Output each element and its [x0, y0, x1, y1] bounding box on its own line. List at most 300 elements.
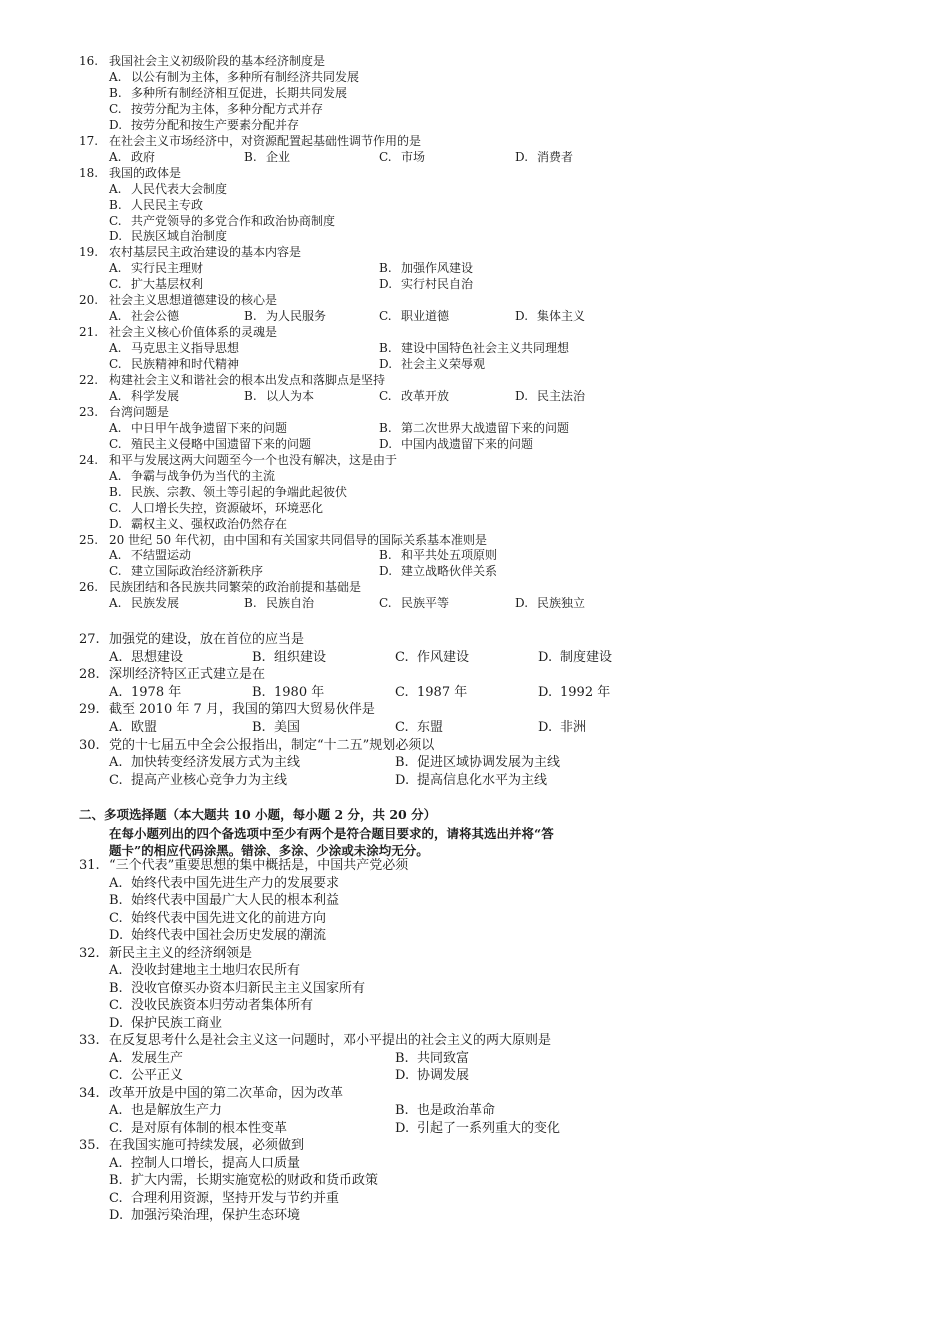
- option-text: 也是政治革命: [417, 1103, 496, 1118]
- option-text: 协调发展: [417, 1068, 470, 1083]
- option-text: 是对原有体制的根本性变革: [131, 1120, 288, 1136]
- option-d: [395, 1068, 469, 1083]
- question-28: [79, 667, 265, 682]
- option-key: C.: [109, 436, 122, 451]
- option-key: A.: [109, 1103, 123, 1118]
- option-text: 也是解放生产力: [131, 1103, 223, 1118]
- option-a: [109, 70, 359, 85]
- option-a: [109, 261, 203, 276]
- option-text: 思想建设: [131, 649, 184, 665]
- question-27: [79, 632, 304, 647]
- option-d: [109, 229, 227, 244]
- option-key: A.: [109, 420, 122, 435]
- option-a: [109, 182, 227, 197]
- option-a: [109, 309, 179, 324]
- option-c: [379, 389, 449, 404]
- option-c: [109, 437, 311, 452]
- option-a: [109, 963, 300, 978]
- question-26: [79, 580, 361, 595]
- option-text: 1987 年: [417, 684, 468, 700]
- option-key: C.: [379, 388, 392, 403]
- option-key: C.: [395, 649, 409, 665]
- option-a: [109, 150, 155, 165]
- option-b: [395, 755, 560, 770]
- option-text: 第二次世界大战遗留下来的问题: [401, 420, 570, 435]
- option-c: [395, 650, 469, 665]
- option-c: [109, 102, 323, 117]
- option-text: 保护民族工商业: [131, 1015, 223, 1031]
- option-key: C.: [109, 910, 123, 926]
- option-key: A.: [109, 341, 122, 356]
- option-key: C.: [109, 998, 123, 1013]
- question-number: 27.: [79, 632, 100, 647]
- question-24: [79, 453, 397, 468]
- option-b: [109, 981, 365, 996]
- question-stem: 新民主主义的经济纲领是: [109, 945, 253, 961]
- option-text: 共同致富: [417, 1050, 470, 1066]
- option-d: [538, 650, 612, 665]
- option-text: 民族独立: [537, 596, 586, 611]
- question-number: 35.: [79, 1138, 100, 1153]
- option-text: 人民民主专政: [131, 197, 204, 212]
- option-text: 没收封建地主土地归农民所有: [131, 963, 301, 978]
- option-b: [244, 596, 314, 611]
- option-key: C.: [109, 1190, 123, 1206]
- option-c: [395, 685, 467, 700]
- question-stem: 在社会主义市场经济中，对资源配置起基础性调节作用的是: [109, 133, 422, 148]
- option-key: B.: [109, 85, 122, 100]
- question-35: [79, 1138, 304, 1153]
- option-a: [109, 755, 300, 770]
- option-c: [109, 998, 313, 1013]
- option-key: B.: [252, 720, 266, 735]
- option-text: 提高信息化水平为主线: [417, 772, 548, 788]
- option-text: 政府: [131, 149, 156, 164]
- option-text: 中日甲午战争遗留下来的问题: [131, 420, 288, 435]
- option-key: B.: [379, 548, 392, 563]
- option-c: [379, 150, 425, 165]
- question-32: [79, 946, 252, 961]
- option-key: D.: [395, 1068, 410, 1083]
- option-key: B.: [379, 420, 392, 435]
- option-key: D.: [395, 1120, 410, 1136]
- option-text: 争霸与战争仍为当代的主流: [131, 468, 276, 483]
- option-key: A.: [109, 1050, 123, 1066]
- option-key: D.: [379, 357, 393, 372]
- option-text: 人民代表大会制度: [131, 181, 228, 196]
- option-text: 作风建设: [417, 649, 470, 665]
- option-text: 合理利用资源，坚持开发与节约并重: [131, 1190, 340, 1206]
- question-stem: 台湾问题是: [109, 404, 170, 419]
- question-stem: 我国的政体是: [109, 165, 182, 180]
- option-a: [109, 876, 339, 891]
- option-key: C.: [395, 684, 409, 700]
- option-text: 建立国际政治经济新秩序: [131, 564, 264, 579]
- option-text: 马克思主义指导思想: [131, 341, 240, 356]
- option-text: 美国: [274, 720, 301, 735]
- option-key: B.: [252, 684, 266, 700]
- option-c: [109, 773, 287, 788]
- option-key: A.: [109, 720, 123, 735]
- option-d: [395, 1121, 560, 1136]
- option-a: [109, 341, 239, 356]
- question-stem: 社会主义核心价值体系的灵魂是: [109, 325, 278, 340]
- option-a: [109, 1051, 183, 1066]
- option-key: A.: [109, 181, 122, 196]
- option-key: D.: [515, 596, 529, 611]
- question-stem: 农村基层民主政治建设的基本内容是: [109, 245, 302, 260]
- question-number: 26.: [79, 580, 99, 595]
- option-text: 组织建设: [274, 649, 327, 665]
- option-c: [109, 357, 239, 372]
- option-d: [395, 773, 547, 788]
- option-d: [109, 118, 299, 133]
- option-d: [515, 389, 585, 404]
- option-key: A.: [109, 963, 123, 978]
- option-key: C.: [109, 500, 122, 515]
- option-text: 霸权主义、强权政治仍然存在: [131, 516, 288, 531]
- option-key: B.: [379, 261, 392, 276]
- question-number: 31.: [79, 858, 100, 873]
- option-text: 市场: [401, 149, 426, 164]
- option-key: B.: [395, 1103, 409, 1118]
- question-number: 17.: [79, 133, 99, 148]
- option-c: [109, 911, 326, 926]
- option-key: D.: [379, 436, 393, 451]
- option-text: 建立战略伙伴关系: [401, 564, 498, 579]
- option-a: [109, 720, 157, 735]
- option-key: C.: [379, 149, 392, 164]
- option-b: [395, 1103, 495, 1118]
- question-29: [79, 702, 375, 717]
- question-34: [79, 1086, 343, 1101]
- option-key: D.: [109, 229, 123, 244]
- option-key: B.: [395, 1050, 409, 1066]
- option-b: [379, 548, 497, 563]
- option-text: 欧盟: [131, 720, 158, 735]
- option-text: 改革开放: [401, 388, 450, 403]
- question-30: [79, 738, 434, 753]
- option-d: [109, 1016, 222, 1031]
- question-stem: 社会主义思想道德建设的核心是: [109, 293, 278, 308]
- question-number: 19.: [79, 245, 99, 260]
- option-text: 殖民主义侵略中国遗留下来的问题: [131, 436, 312, 451]
- option-text: 民族精神和时代精神: [131, 357, 240, 372]
- question-stem: “三个代表”重要思想的集中概括是，中国共产党必须: [109, 858, 409, 873]
- option-key: A.: [109, 684, 123, 700]
- option-b: [109, 485, 347, 500]
- option-c: [109, 1121, 287, 1136]
- option-key: A.: [109, 388, 122, 403]
- option-key: D.: [109, 117, 123, 132]
- question-16: [79, 54, 325, 69]
- option-d: [515, 150, 573, 165]
- question-19: [79, 245, 301, 260]
- question-stem: 深圳经济特区正式建立是在: [109, 667, 266, 683]
- option-key: D.: [538, 684, 553, 700]
- option-key: C.: [109, 101, 122, 116]
- question-stem: 加强党的建设，放在首位的应当是: [109, 632, 305, 647]
- option-text: 发展生产: [131, 1050, 184, 1066]
- question-number: 33.: [79, 1033, 100, 1048]
- option-text: 没收民族资本归劳动者集体所有: [131, 998, 314, 1013]
- option-b: [252, 685, 324, 700]
- option-d: [109, 1208, 300, 1223]
- option-text: 加强污染治理，保护生态环境: [131, 1208, 301, 1223]
- option-key: B.: [252, 649, 266, 665]
- option-text: 社会主义荣辱观: [401, 357, 486, 372]
- option-key: B.: [379, 341, 392, 356]
- option-b: [109, 1173, 378, 1188]
- option-key: D.: [395, 772, 410, 788]
- option-text: 民族、宗教、领土等引起的争端此起彼伏: [131, 484, 348, 499]
- option-key: C.: [395, 720, 409, 735]
- option-d: [379, 437, 533, 452]
- question-number: 22.: [79, 373, 99, 387]
- option-b: [109, 893, 339, 908]
- option-key: D.: [538, 649, 553, 665]
- question-33: [79, 1033, 551, 1048]
- question-number: 34.: [79, 1085, 100, 1101]
- option-text: 企业: [266, 149, 291, 164]
- option-text: 引起了一系列重大的变化: [417, 1120, 561, 1136]
- option-text: 1992 年: [560, 684, 611, 700]
- option-key: D.: [109, 516, 123, 531]
- option-d: [379, 564, 497, 579]
- option-key: D.: [379, 564, 393, 579]
- option-text: 多种所有制经济相互促进，长期共同发展: [131, 85, 348, 100]
- option-text: 以公有制为主体，多种所有制经济共同发展: [131, 69, 360, 84]
- option-text: 建设中国特色社会主义共同理想: [401, 341, 570, 356]
- question-stem: 党的十七届五中全会公报指出，制定“十二五”规划必须以: [109, 737, 435, 753]
- option-c: [109, 501, 323, 516]
- option-text: 社会公德: [131, 309, 180, 324]
- option-key: C.: [109, 564, 122, 579]
- question-number: 18.: [79, 165, 99, 180]
- question-20: [79, 293, 277, 308]
- option-b: [379, 261, 473, 276]
- option-text: 民族平等: [401, 596, 450, 611]
- option-c: [379, 596, 449, 611]
- option-text: 始终代表中国最广大人民的根本利益: [131, 893, 340, 908]
- question-number: 30.: [79, 737, 100, 753]
- option-key: D.: [379, 277, 393, 292]
- option-d: [379, 277, 473, 292]
- option-text: 科学发展: [131, 388, 180, 403]
- option-a: [109, 1156, 300, 1171]
- option-b: [395, 1051, 469, 1066]
- option-key: D.: [109, 1208, 124, 1223]
- question-stem: 民族团结和各民族共同繁荣的政治前提和基础是: [109, 580, 362, 595]
- option-d: [109, 928, 326, 943]
- option-text: 按劳分配为主体，多种分配方式并存: [131, 101, 324, 116]
- option-b: [244, 150, 290, 165]
- option-text: 1978 年: [131, 684, 182, 700]
- option-key: A.: [109, 261, 122, 276]
- option-text: 集体主义: [537, 309, 586, 324]
- option-d: [379, 357, 485, 372]
- section-instruction-line-1: 在每小题列出的四个备选项中至少有两个是符合题目要求的，请将其选出并将“答: [109, 826, 554, 841]
- option-text: 控制人口增长，提高人口质量: [131, 1155, 301, 1171]
- option-text: 提高产业核心竞争力为主线: [131, 772, 288, 788]
- option-key: C.: [379, 596, 392, 611]
- option-key: B.: [395, 755, 409, 771]
- option-a: [109, 685, 181, 700]
- option-key: D.: [109, 1015, 124, 1031]
- option-b: [379, 421, 569, 436]
- option-key: D.: [538, 720, 553, 735]
- option-text: 民族发展: [131, 596, 180, 611]
- question-stem: 在反复思考什么是社会主义这一问题时，邓小平提出的社会主义的两大原则是: [109, 1033, 552, 1048]
- option-b: [244, 389, 314, 404]
- option-d: [538, 685, 610, 700]
- option-c: [109, 1068, 183, 1083]
- option-key: B.: [244, 596, 257, 611]
- option-key: A.: [109, 596, 122, 611]
- option-text: 制度建设: [560, 649, 613, 665]
- option-key: C.: [109, 1068, 123, 1083]
- option-b: [244, 309, 326, 324]
- option-key: C.: [109, 772, 123, 788]
- option-key: B.: [244, 309, 257, 324]
- option-key: C.: [109, 357, 122, 372]
- option-d: [515, 309, 585, 324]
- question-number: 23.: [79, 404, 99, 419]
- question-25: [79, 533, 487, 548]
- option-key: B.: [109, 1173, 123, 1188]
- option-text: 消费者: [537, 149, 574, 164]
- option-c: [109, 1191, 339, 1206]
- question-number: 16.: [79, 54, 99, 68]
- option-a: [109, 389, 179, 404]
- option-key: B.: [109, 484, 122, 499]
- option-key: B.: [244, 388, 257, 403]
- option-text: 始终代表中国社会历史发展的潮流: [131, 928, 327, 943]
- option-c: [379, 309, 449, 324]
- option-text: 始终代表中国先进生产力的发展要求: [131, 875, 340, 891]
- option-d: [538, 720, 586, 735]
- option-text: 民族区域自治制度: [131, 229, 228, 244]
- option-key: B.: [109, 980, 123, 996]
- option-b: [109, 198, 203, 213]
- option-text: 扩大内需，长期实施宽松的财政和货币政策: [131, 1173, 379, 1188]
- question-stem: 我国社会主义初级阶段的基本经济制度是: [109, 54, 326, 68]
- option-key: B.: [244, 149, 257, 164]
- option-b: [252, 650, 326, 665]
- option-text: 没收官僚买办资本归新民主主义国家所有: [131, 980, 366, 996]
- option-key: C.: [379, 309, 392, 324]
- question-stem: 20 世纪 50 年代初，由中国和有关国家共同倡导的国际关系基本准则是: [109, 532, 487, 547]
- option-a: [109, 650, 183, 665]
- option-key: A.: [109, 69, 122, 84]
- option-key: D.: [515, 309, 529, 324]
- question-22: [79, 373, 385, 388]
- option-text: 以人为本: [266, 388, 315, 403]
- option-text: 加快转变经济发展方式为主线: [131, 755, 301, 771]
- option-c: [395, 720, 443, 735]
- option-a: [109, 469, 275, 484]
- option-key: A.: [109, 875, 123, 891]
- option-text: 人口增长失控，资源破坏，环境恶化: [131, 500, 324, 515]
- option-text: 和平共处五项原则: [401, 548, 498, 563]
- question-31: [79, 858, 408, 873]
- option-text: 共产党领导的多党合作和政治协商制度: [131, 213, 336, 228]
- option-a: [109, 548, 191, 563]
- question-number: 32.: [79, 945, 100, 961]
- question-17: [79, 134, 421, 149]
- option-text: 东盟: [417, 720, 444, 735]
- question-number: 20.: [79, 293, 99, 308]
- option-c: [109, 277, 203, 292]
- question-number: 28.: [79, 667, 100, 683]
- option-text: 民主法治: [537, 388, 586, 403]
- option-key: C.: [109, 1120, 123, 1136]
- option-text: 为人民服务: [266, 309, 327, 324]
- option-key: A.: [109, 149, 122, 164]
- option-key: A.: [109, 649, 123, 665]
- option-text: 不结盟运动: [131, 548, 192, 563]
- option-text: 促进区域协调发展为主线: [417, 755, 561, 771]
- option-text: 加强作风建设: [401, 261, 474, 276]
- option-key: A.: [109, 468, 122, 483]
- option-key: A.: [109, 309, 122, 324]
- question-number: 29.: [79, 702, 100, 718]
- option-b: [252, 720, 300, 735]
- option-text: 民族自治: [266, 596, 315, 611]
- option-text: 实行村民自治: [401, 277, 474, 292]
- option-a: [109, 596, 179, 611]
- option-key: A.: [109, 1155, 123, 1171]
- option-key: A.: [109, 755, 123, 771]
- option-c: [109, 214, 335, 229]
- option-key: B.: [109, 197, 122, 212]
- question-23: [79, 405, 169, 420]
- option-text: 1980 年: [274, 684, 325, 700]
- option-key: A.: [109, 548, 122, 563]
- question-number: 25.: [79, 532, 99, 547]
- section-instruction-line-2: 题卡”的相应代码涂黑。错涂、多涂、少涂或未涂均无分。: [109, 843, 429, 858]
- option-text: 实行民主理财: [131, 261, 204, 276]
- question-stem: 构建社会主义和谐社会的根本出发点和落脚点是坚持: [109, 373, 386, 387]
- option-key: C.: [109, 213, 122, 228]
- question-21: [79, 325, 277, 340]
- option-text: 非洲: [560, 720, 587, 735]
- option-a: [109, 1103, 222, 1118]
- option-key: C.: [109, 277, 122, 292]
- question-number: 24.: [79, 452, 99, 467]
- option-text: 中国内战遗留下来的问题: [401, 436, 534, 451]
- option-c: [109, 564, 263, 579]
- option-key: D.: [515, 149, 529, 164]
- option-b: [379, 341, 569, 356]
- option-text: 按劳分配和按生产要素分配并存: [131, 117, 300, 132]
- question-number: 21.: [79, 325, 99, 340]
- option-key: D.: [515, 388, 529, 403]
- question-18: [79, 166, 181, 181]
- option-key: D.: [109, 928, 124, 943]
- question-stem: 改革开放是中国的第二次革命，因为改革: [109, 1085, 344, 1101]
- option-text: 始终代表中国先进文化的前进方向: [131, 910, 327, 926]
- option-key: B.: [109, 893, 123, 908]
- question-stem: 和平与发展这两大问题至今一个也没有解决，这是由于: [109, 452, 398, 467]
- option-text: 扩大基层权利: [131, 277, 204, 292]
- option-text: 职业道德: [401, 309, 450, 324]
- section-title: 二、多项选择题（本大题共 10 小题，每小题 2 分，共 20 分）: [79, 807, 437, 822]
- option-text: 公平正义: [131, 1068, 184, 1083]
- option-d: [109, 517, 287, 532]
- question-stem: 截至 2010 年 7 月，我国的第四大贸易伙伴是: [109, 702, 375, 718]
- question-stem: 在我国实施可持续发展，必须做到: [109, 1138, 305, 1153]
